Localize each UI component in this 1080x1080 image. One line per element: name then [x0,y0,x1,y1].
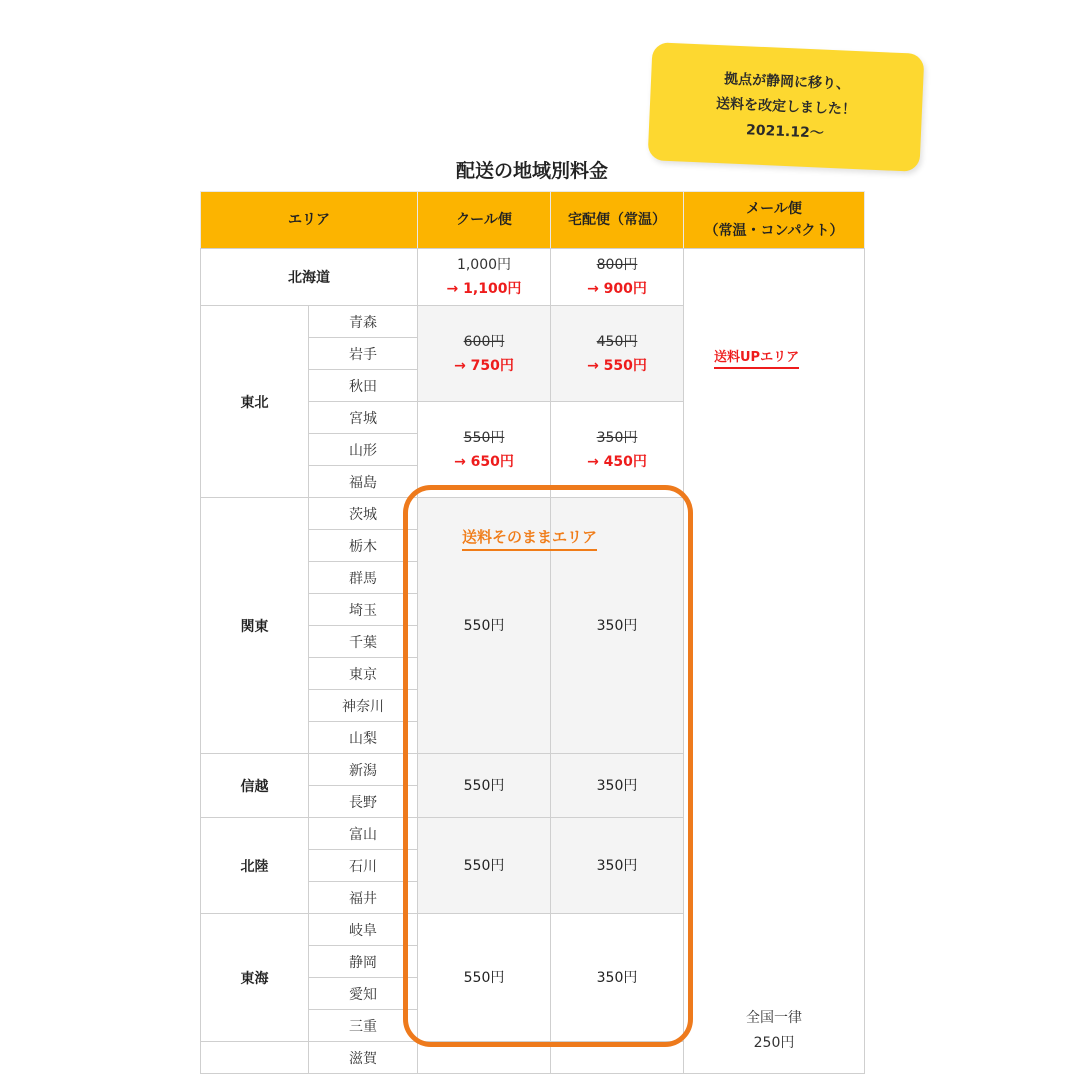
price-tohoku-north-cool [418,306,551,402]
shipping-rate-table [200,191,865,1074]
pref-niigata: 新潟 [309,754,418,786]
mail-flat-line-1: 全国一律 [746,1010,802,1026]
pref-chiba: 千葉 [309,626,418,658]
pref-miyagi: 宮城 [309,402,418,434]
pref-kanagawa: 神奈川 [309,690,418,722]
pref-tochigi: 栃木 [309,530,418,562]
table-row [201,249,865,306]
price-kanto-cool: 550円 [418,498,551,754]
price-old: 800円 [596,257,638,273]
pref-ishikawa: 石川 [309,850,418,882]
header-mail-line-2: （常温・コンパクト） [704,223,844,239]
price-hokkaido-home [551,249,684,306]
notice-line-1: 拠点が静岡に移り、 [723,70,851,93]
price-new: → 1,100円 [446,281,522,297]
pref-iwate: 岩手 [309,338,418,370]
price-new: → 650円 [454,453,514,470]
price-tokai-cool: 550円 [418,914,551,1042]
pref-aomori: 青森 [309,306,418,338]
pref-shiga: 滋賀 [309,1042,418,1074]
mail-flat-rate [724,1006,824,1056]
header-mail-line-1: メール便 [746,201,802,217]
pref-fukui: 福井 [309,882,418,914]
region-kanto: 関東 [201,498,309,754]
pref-shizuoka: 静岡 [309,946,418,978]
region-hokuriku: 北陸 [201,818,309,914]
mail-flat-line-2: 250円 [753,1035,795,1051]
region-hokkaido: 北海道 [201,249,418,306]
price-new: → 900円 [587,281,647,297]
price-old: 550円 [463,429,505,446]
price-tohoku-north-home [551,306,684,402]
price-old: 600円 [463,333,505,350]
price-new: → 550円 [587,357,647,374]
header-home: 宅配便（常温） [551,192,684,249]
pref-ibaraki: 茨城 [309,498,418,530]
pref-fukushima: 福島 [309,466,418,498]
price-shinetsu-home: 350円 [551,754,684,818]
price-old: 450円 [596,333,638,350]
pref-toyama: 富山 [309,818,418,850]
price-kanto-home: 350円 [551,498,684,754]
table-header-row [201,192,865,249]
revision-notice [648,42,925,172]
pref-tokyo: 東京 [309,658,418,690]
header-mail [684,192,865,249]
price-tohoku-south-cool [418,402,551,498]
shipping-up-area-label: 送料UPエリア [714,346,799,369]
price-tohoku-south-home [551,402,684,498]
header-area: エリア [201,192,418,249]
pref-yamanashi: 山梨 [309,722,418,754]
price-new: → 450円 [587,453,647,470]
pref-gunma: 群馬 [309,562,418,594]
pref-yamagata: 山形 [309,434,418,466]
price-new: → 750円 [454,357,514,374]
notice-line-3: 2021.12～ [745,121,825,142]
region-tohoku: 東北 [201,306,309,498]
pref-aichi: 愛知 [309,978,418,1010]
shipping-unchanged-area-label: 送料そのままエリア [462,526,597,551]
region-tokai: 東海 [201,914,309,1042]
notice-line-2: 送料を改定しました！ [715,95,857,118]
price-shinetsu-cool: 550円 [418,754,551,818]
region-shinetsu: 信越 [201,754,309,818]
pref-saitama: 埼玉 [309,594,418,626]
price-hokuriku-cool: 550円 [418,818,551,914]
price-kinki-home-cut [551,1042,684,1074]
price-old: 1,000円 [456,257,512,273]
pref-akita: 秋田 [309,370,418,402]
price-tokai-home: 350円 [551,914,684,1042]
price-hokkaido-cool [418,249,551,306]
pref-mie: 三重 [309,1010,418,1042]
price-old: 350円 [596,429,638,446]
pref-gifu: 岐阜 [309,914,418,946]
header-cool: クール便 [418,192,551,249]
pref-nagano: 長野 [309,786,418,818]
region-kinki-cut [201,1042,309,1074]
price-kinki-cool-cut [418,1042,551,1074]
mail-price-column [684,249,865,1074]
price-hokuriku-home: 350円 [551,818,684,914]
page-title: 配送の地域別料金 [455,160,608,182]
